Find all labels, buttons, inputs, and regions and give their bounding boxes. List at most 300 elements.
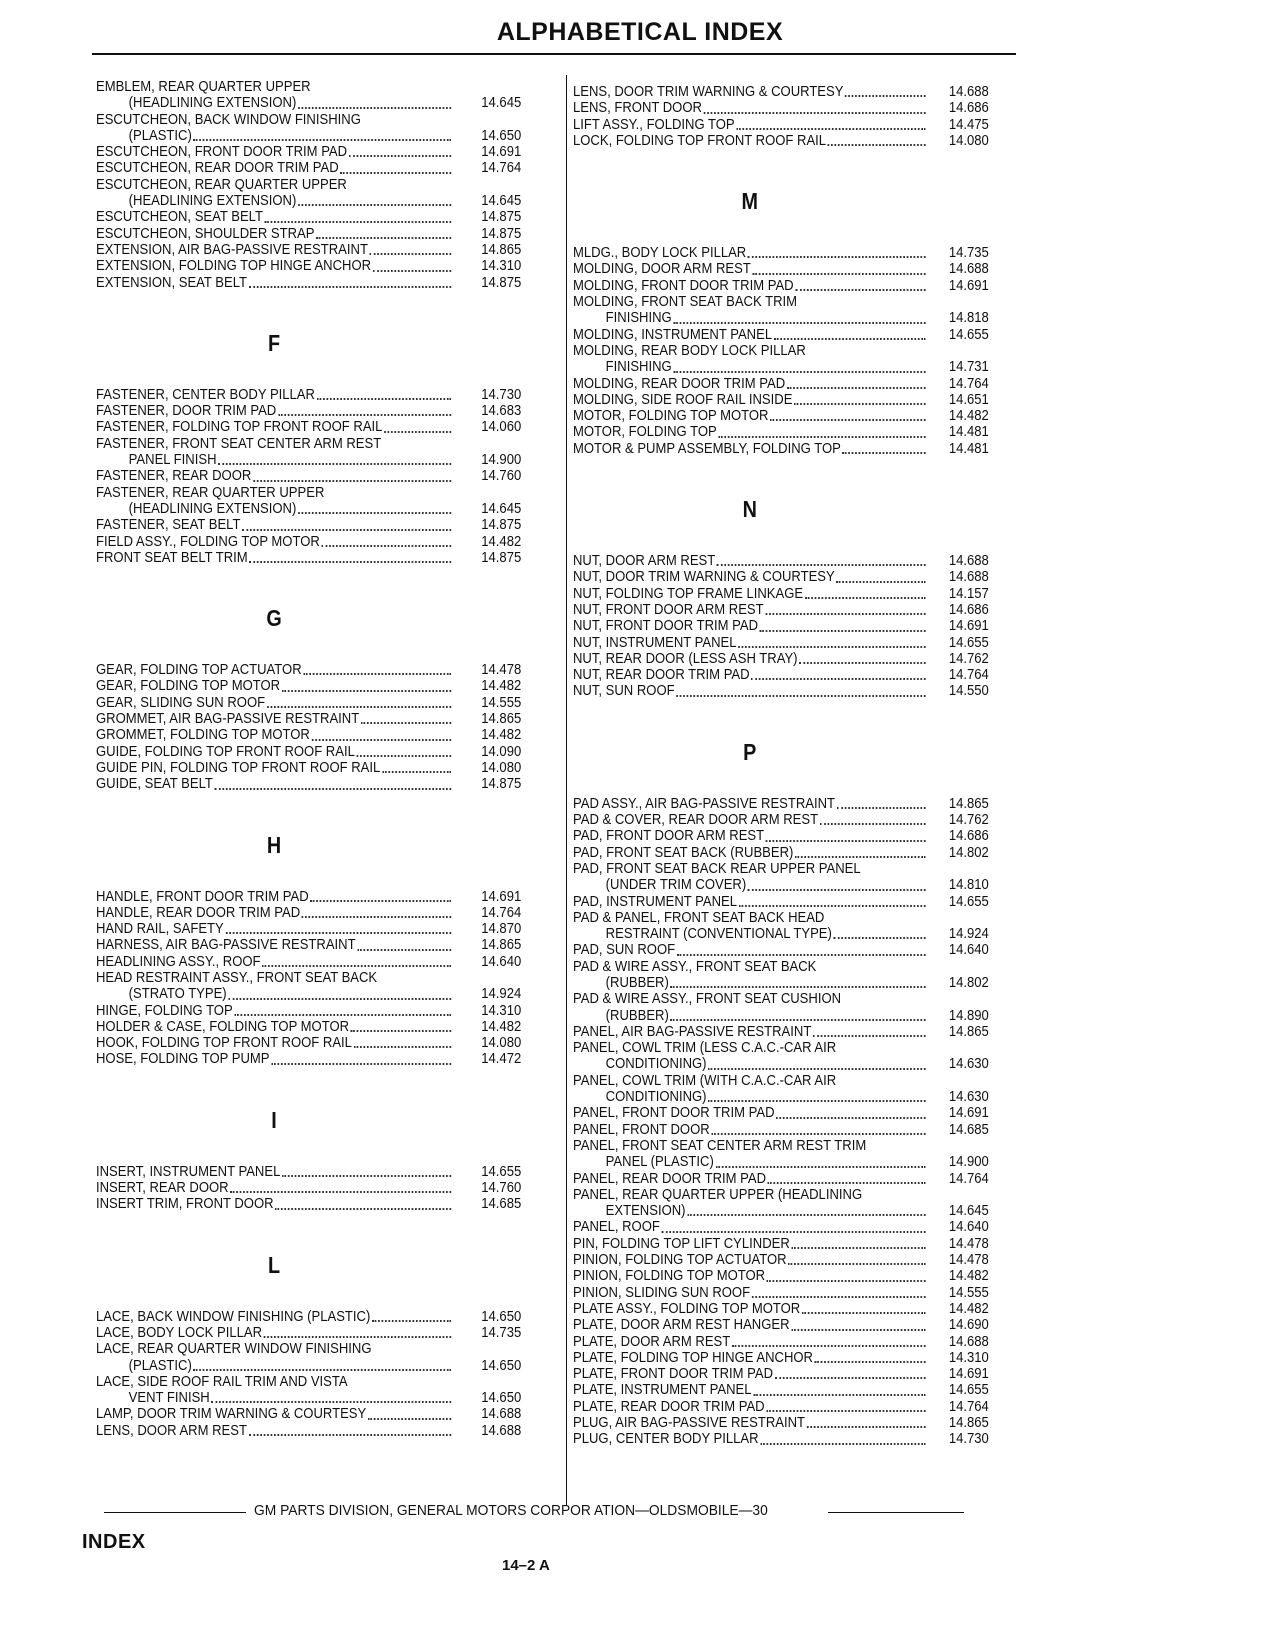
entry-line: [96, 258, 452, 274]
index-entry: [96, 695, 554, 711]
entry-description: [573, 1350, 926, 1366]
entry-text: FINISHING: [605, 359, 672, 376]
index-entry: [573, 117, 1025, 133]
section-reference: 14.472: [481, 1050, 522, 1068]
dot-leader: [787, 387, 926, 389]
dot-leader: [717, 564, 926, 566]
entry-line: [573, 651, 926, 667]
section-reference: 14.650: [481, 1389, 522, 1407]
entry-text: LACE, SIDE ROOF RAIL TRIM AND VISTA: [96, 1373, 348, 1390]
section-reference: 14.802: [948, 973, 989, 991]
entry-description: [573, 635, 926, 651]
index-entry: [96, 711, 554, 727]
entry-line: [96, 1325, 452, 1341]
section-gap: [573, 700, 1025, 736]
section-reference: 14.640: [948, 941, 989, 959]
index-entry: [573, 910, 1025, 943]
index-entry: [573, 894, 1025, 910]
index-entry: [573, 408, 1025, 424]
entry-line: [96, 1003, 452, 1019]
dot-leader: [708, 1068, 925, 1070]
section-reference: 14.760: [481, 1179, 522, 1197]
section-reference: 14.157: [948, 584, 989, 602]
index-entry: [96, 403, 554, 419]
entry-text: PLATE, FOLDING TOP HINGE ANCHOR: [573, 1349, 813, 1366]
dot-leader: [322, 545, 452, 547]
entry-description: [96, 937, 452, 953]
entry-line: [96, 144, 452, 160]
dot-leader: [845, 95, 925, 97]
entry-text: PAD, SUN ROOF: [573, 942, 676, 959]
index-entry: [573, 651, 1025, 667]
entry-text: GEAR, FOLDING TOP MOTOR: [96, 678, 281, 695]
dot-leader: [351, 1030, 451, 1032]
entry-line: [96, 1341, 452, 1357]
entry-line: [96, 501, 452, 517]
index-entry: [96, 550, 554, 566]
entry-text: PINION, FOLDING TOP ACTUATOR: [573, 1252, 787, 1269]
entry-description: [96, 403, 452, 419]
dot-leader: [767, 1280, 926, 1282]
entry-description: [96, 419, 452, 435]
entry-line: [96, 128, 452, 144]
entry-description: [573, 294, 926, 327]
entry-text: GUIDE PIN, FOLDING TOP FRONT ROOF RAIL: [96, 759, 381, 776]
entry-description: [573, 1334, 926, 1350]
section-letter: L: [267, 1251, 281, 1278]
entry-text: PLUG, CENTER BODY PILLAR: [573, 1431, 759, 1448]
dot-leader: [275, 1208, 451, 1210]
entry-line: [573, 1252, 926, 1268]
dot-leader: [302, 916, 451, 918]
entry-line: [96, 1309, 452, 1325]
entry-text: MOLDING, FRONT SEAT BACK TRIM: [573, 294, 798, 311]
entry-text: PINION, SLIDING SUN ROOF: [573, 1284, 751, 1301]
entry-line: [96, 275, 452, 291]
index-entry: [573, 942, 1025, 958]
index-entry: [96, 485, 554, 518]
dot-leader: [262, 965, 451, 967]
dot-leader: [748, 889, 926, 891]
entry-description: [573, 1073, 926, 1106]
entry-text: GUIDE, SEAT BELT: [96, 776, 213, 793]
dot-leader: [765, 613, 925, 615]
index-entry: [573, 294, 1025, 327]
entry-description: [573, 261, 926, 277]
dot-leader: [372, 1320, 451, 1322]
entry-line: [573, 877, 926, 893]
entry-text: ESCUTCHEON, SEAT BELT: [96, 209, 263, 226]
entry-text: HEADLINING ASSY., ROOF: [96, 953, 261, 970]
entry-line: [96, 387, 452, 403]
index-entry: [573, 1431, 1025, 1447]
entry-text: HARNESS, AIR BAG-PASSIVE RESTRAINT: [96, 937, 356, 954]
index-entry: [96, 1423, 554, 1439]
section-reference: 14.550: [948, 682, 989, 700]
entry-description: [573, 1317, 926, 1333]
section-reference: 14.482: [481, 1017, 522, 1035]
entry-text: EXTENSION, SEAT BELT: [96, 274, 247, 291]
section-reference: 14.690: [948, 1316, 989, 1334]
entry-text: EMBLEM, REAR QUARTER UPPER: [96, 79, 311, 95]
entry-text: (HEADLINING EXTENSION): [128, 95, 297, 112]
entry-description: [96, 921, 452, 937]
entry-line: [96, 760, 452, 776]
section-reference: 14.310: [481, 257, 522, 275]
dot-leader: [770, 419, 925, 421]
section-reference: 14.478: [948, 1234, 989, 1252]
entry-line: [573, 1301, 926, 1317]
entry-description: [96, 79, 452, 112]
entry-text: FRONT SEAT BELT TRIM: [96, 549, 248, 566]
entry-description: [96, 744, 452, 760]
entry-line: [573, 359, 926, 375]
entry-line: [573, 310, 926, 326]
dot-leader: [795, 289, 925, 291]
section-reference: 14.060: [481, 418, 522, 436]
entry-description: [96, 1180, 452, 1196]
section-reference: 14.691: [948, 276, 989, 294]
dot-leader: [766, 1410, 925, 1412]
section-reference: 14.655: [948, 1381, 989, 1399]
entry-text: GROMMET, FOLDING TOP MOTOR: [96, 727, 310, 744]
entry-description: [96, 1406, 452, 1422]
index-entry: [96, 760, 554, 776]
entry-text: FINISHING: [605, 310, 672, 327]
section-gap: [96, 566, 554, 602]
footer-section-label: INDEX: [82, 1531, 146, 1553]
index-entry: [96, 954, 554, 970]
dot-leader: [662, 1231, 926, 1233]
entry-text: MOLDING, REAR BODY LOCK PILLAR: [573, 342, 806, 359]
entry-description: [573, 602, 926, 618]
entry-line: [96, 95, 452, 111]
dot-leader: [211, 1401, 451, 1403]
index-entry: [573, 261, 1025, 277]
entry-description: [573, 1219, 926, 1235]
dot-leader: [774, 338, 926, 340]
entry-description: [573, 1431, 926, 1447]
entry-line: [573, 845, 926, 861]
index-entry: [96, 258, 554, 274]
entry-description: [96, 905, 452, 921]
entry-text: INSERT TRIM, FRONT DOOR: [96, 1196, 274, 1213]
section-reference: 14.482: [948, 1267, 989, 1285]
dot-leader: [708, 1100, 925, 1102]
section-reference: 14.478: [481, 661, 522, 679]
entry-line: [573, 635, 926, 651]
entry-line: [573, 100, 926, 116]
section-letter: H: [266, 831, 282, 858]
entry-line: [96, 662, 452, 678]
section-reference: 14.764: [481, 903, 522, 921]
entry-text: (UNDER TRIM COVER): [605, 877, 747, 894]
entry-text: NUT, DOOR TRIM WARNING & COURTESY: [573, 569, 835, 586]
section-gap: [573, 149, 1025, 185]
entry-description: [96, 1019, 452, 1035]
entry-text: FASTENER, FOLDING TOP FRONT ROOF RAIL: [96, 419, 383, 436]
section-reference: 14.482: [481, 726, 522, 744]
entry-line: [573, 245, 926, 261]
footer-rule-left: [104, 1512, 246, 1513]
section-reference: 14.481: [948, 423, 989, 441]
section-gap: [96, 634, 554, 662]
entry-description: [573, 408, 926, 424]
section-reference: 14.691: [948, 1365, 989, 1383]
entry-description: [573, 1122, 926, 1138]
entry-text: PAD & WIRE ASSY., FRONT SEAT CUSHION: [573, 991, 842, 1008]
entry-description: [96, 160, 452, 176]
entry-line: [96, 905, 452, 921]
entry-description: [96, 112, 452, 145]
entry-text: PLATE, REAR DOOR TRIM PAD: [573, 1398, 765, 1415]
entry-description: [573, 942, 926, 958]
section-reference: 14.686: [948, 600, 989, 618]
section-reference: 14.900: [948, 1153, 989, 1171]
index-entry: [573, 1219, 1025, 1235]
index-entry: [96, 1341, 554, 1374]
dot-leader: [271, 1063, 451, 1065]
dot-leader: [249, 561, 451, 563]
dot-leader: [316, 237, 451, 239]
index-entry: [573, 343, 1025, 376]
dot-leader: [298, 204, 451, 206]
entry-line: [573, 408, 926, 424]
dot-leader: [671, 986, 926, 988]
entry-text: PANEL, ROOF: [573, 1219, 660, 1236]
entry-text: PANEL, AIR BAG-PASSIVE RESTRAINT: [573, 1023, 812, 1040]
index-entry: [96, 744, 554, 760]
section-reference: 14.764: [948, 666, 989, 684]
entry-description: [573, 845, 926, 861]
entry-description: [96, 662, 452, 678]
entry-line: [573, 424, 926, 440]
entry-description: [96, 144, 452, 160]
index-entry: [96, 112, 554, 145]
index-entry: [573, 569, 1025, 585]
section-reference: 14.645: [481, 499, 522, 517]
section-reference: 14.650: [481, 126, 522, 144]
entry-text: PLATE, DOOR ARM REST: [573, 1333, 731, 1350]
entry-line: [573, 1203, 926, 1219]
dot-leader: [312, 739, 452, 741]
entry-text: MOTOR, FOLDING TOP MOTOR: [573, 408, 769, 425]
entry-description: [573, 651, 926, 667]
dot-leader: [265, 221, 452, 223]
index-entry: [573, 1399, 1025, 1415]
section-reference: 14.875: [481, 224, 522, 242]
entry-text: LAMP, DOOR TRIM WARNING & COURTESY: [96, 1406, 367, 1423]
index-entry: [573, 1285, 1025, 1301]
entry-text: GROMMET, AIR BAG-PASSIVE RESTRAINT: [96, 711, 360, 728]
index-entry: [573, 1268, 1025, 1284]
entry-line: [96, 112, 452, 128]
entry-line: [96, 1358, 452, 1374]
entry-line: [573, 1350, 926, 1366]
index-entry: [96, 1196, 554, 1212]
entry-line: [96, 79, 452, 95]
index-entry: [573, 245, 1025, 261]
entry-description: [96, 1196, 452, 1212]
entry-text: MOLDING, REAR DOOR TRIM PAD: [573, 375, 786, 392]
entry-line: [573, 1171, 926, 1187]
entry-description: [573, 1024, 926, 1040]
section-reference: 14.640: [948, 1218, 989, 1236]
entry-description: [573, 667, 926, 683]
section-reference: 14.478: [948, 1251, 989, 1269]
dot-leader: [298, 107, 451, 109]
entry-text: CONDITIONING): [605, 1056, 707, 1073]
entry-description: [573, 117, 926, 133]
section-letter: N: [742, 496, 757, 523]
dot-leader: [361, 722, 451, 724]
entry-line: [96, 1406, 452, 1422]
entry-text: HEAD RESTRAINT ASSY., FRONT SEAT BACK: [96, 969, 378, 986]
dot-leader: [384, 431, 451, 433]
entry-text: PANEL, FRONT DOOR: [573, 1121, 710, 1138]
entry-line: [96, 970, 452, 986]
entry-line: [573, 1073, 926, 1089]
entry-description: [96, 1003, 452, 1019]
section-gap: [96, 291, 554, 327]
entry-text: HANDLE, FRONT DOOR TRIM PAD: [96, 888, 309, 905]
entry-line: [96, 937, 452, 953]
entry-line: [96, 711, 452, 727]
entry-line: [96, 1390, 452, 1406]
entry-description: [573, 424, 926, 440]
entry-line: [573, 1399, 926, 1415]
entry-text: NUT, SUN ROOF: [573, 683, 675, 700]
entry-description: [96, 258, 452, 274]
entry-description: [96, 1325, 452, 1341]
entry-line: [573, 133, 926, 149]
entry-line: [573, 586, 926, 602]
entry-description: [573, 84, 926, 100]
entry-text: (PLASTIC): [128, 127, 192, 144]
entry-line: [96, 160, 452, 176]
dot-leader: [687, 1214, 925, 1216]
dot-leader: [215, 788, 452, 790]
section-gap: [96, 1068, 554, 1104]
right-index-column: [573, 84, 1025, 1448]
entry-text: NUT, FRONT DOOR ARM REST: [573, 601, 764, 618]
index-entry: [573, 553, 1025, 569]
entry-text: PLATE ASSY., FOLDING TOP MOTOR: [573, 1300, 801, 1317]
entry-line: [96, 209, 452, 225]
section-reference: 14.080: [481, 1034, 522, 1052]
entry-line: [96, 889, 452, 905]
index-entry: [573, 861, 1025, 894]
index-entry: [96, 970, 554, 1003]
entry-text: EXTENSION, FOLDING TOP HINGE ANCHOR: [96, 258, 372, 275]
dot-leader: [716, 1166, 926, 1168]
index-entry: [573, 84, 1025, 100]
entry-line: [573, 1105, 926, 1121]
entry-text: PANEL (PLASTIC): [605, 1154, 714, 1171]
dot-leader: [807, 1426, 926, 1428]
entry-description: [96, 534, 452, 550]
dot-leader: [228, 998, 451, 1000]
dot-leader: [791, 1329, 925, 1331]
entry-line: [573, 942, 926, 958]
entry-line: [573, 1138, 926, 1154]
index-entry: [573, 1415, 1025, 1431]
index-entry: [96, 1180, 554, 1196]
entry-line: [573, 441, 926, 457]
entry-line: [96, 1423, 452, 1439]
dot-leader: [802, 1312, 926, 1314]
entry-line: [573, 683, 926, 699]
dot-leader: [349, 155, 451, 157]
section-reference: 14.080: [481, 758, 522, 776]
section-reference: 14.310: [948, 1348, 989, 1366]
entry-description: [573, 959, 926, 992]
entry-line: [573, 1219, 926, 1235]
section-gap: [96, 793, 554, 829]
entry-description: [96, 485, 452, 518]
entry-text: MOLDING, INSTRUMENT PANEL: [573, 326, 773, 343]
index-entry: [96, 1406, 554, 1422]
entry-line: [573, 1154, 926, 1170]
dot-leader: [776, 1117, 925, 1119]
dot-leader: [368, 1418, 451, 1420]
section-reference: 14.683: [481, 402, 522, 420]
entry-line: [96, 954, 452, 970]
index-entry: [573, 618, 1025, 634]
entry-text: PAD & WIRE ASSY., FRONT SEAT BACK: [573, 958, 817, 975]
entry-description: [573, 1236, 926, 1252]
section-reference: 14.691: [481, 143, 522, 161]
entry-description: [573, 861, 926, 894]
index-entry: [573, 1138, 1025, 1171]
index-entry: [96, 1164, 554, 1180]
dot-leader: [760, 630, 926, 632]
entry-text: HAND RAIL, SAFETY: [96, 921, 224, 938]
entry-text: LACE, REAR QUARTER WINDOW FINISHING: [96, 1341, 372, 1358]
entry-line: [96, 678, 452, 694]
entry-text: LENS, DOOR ARM REST: [96, 1422, 247, 1439]
entry-description: [96, 889, 452, 905]
entry-text: NUT, DOOR ARM REST: [573, 553, 716, 570]
entry-line: [96, 1180, 452, 1196]
section-reference: 14.482: [481, 677, 522, 695]
entry-text: PIN, FOLDING TOP LIFT CYLINDER: [573, 1235, 790, 1252]
dot-leader: [711, 1133, 925, 1135]
index-entry: [96, 1309, 554, 1325]
entry-description: [96, 678, 452, 694]
index-entry: [96, 662, 554, 678]
footer-publisher: GM PARTS DIVISION, GENERAL MOTORS CORPOR ATION—OLDSMOBILE—30: [254, 1502, 768, 1519]
section-reference: 14.630: [948, 1088, 989, 1106]
entry-description: [573, 245, 926, 261]
entry-line: [96, 776, 452, 792]
entry-description: [573, 1285, 926, 1301]
section-reference: 14.482: [948, 407, 989, 425]
section-letter: P: [743, 738, 757, 765]
dot-leader: [264, 1336, 451, 1338]
entry-text: MOLDING, DOOR ARM REST: [573, 261, 751, 278]
entry-description: [573, 910, 926, 943]
entry-description: [96, 727, 452, 743]
entry-description: [573, 553, 926, 569]
entry-line: [573, 975, 926, 991]
entry-description: [96, 760, 452, 776]
dot-leader: [732, 1345, 926, 1347]
entry-text: PANEL, FRONT DOOR TRIM PAD: [573, 1105, 775, 1122]
section-gap: [573, 768, 1025, 796]
dot-leader: [837, 807, 926, 809]
entry-description: [573, 1252, 926, 1268]
